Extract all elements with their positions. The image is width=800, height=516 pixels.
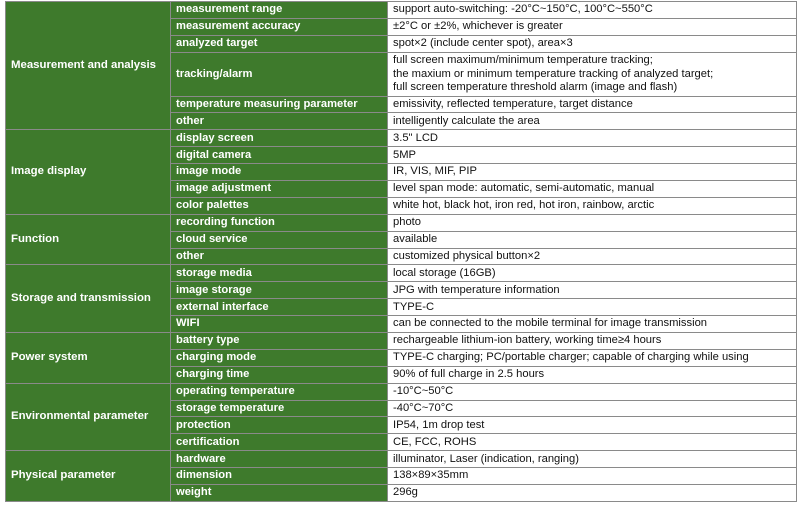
value-line: IP54, 1m drop test: [393, 418, 485, 431]
value-cell: [388, 282, 797, 299]
parameter-cell: hardware: [171, 451, 388, 468]
value-line: TYPE-C charging; PC/portable charger; capable of charging while using: [393, 351, 749, 364]
parameter-cell: color palettes: [171, 197, 388, 214]
value-cell: [388, 231, 797, 248]
value-cell: [388, 485, 797, 502]
value-line: full screen temperature threshold alarm (image and flash): [393, 80, 678, 93]
value-line: 3.5" LCD: [393, 131, 439, 144]
spec-row: [6, 451, 797, 468]
value-line: illuminator, Laser (indication, ranging): [393, 452, 579, 465]
value-line: can be connected to the mobile terminal for image transmission: [393, 317, 708, 330]
parameter-cell: temperature measuring parameter: [171, 96, 388, 113]
parameter-cell: analyzed target: [171, 35, 388, 52]
value-cell: [388, 316, 797, 333]
parameter-cell: cloud service: [171, 231, 388, 248]
value-line: customized physical button×2: [393, 249, 541, 262]
category-cell: Power system: [6, 333, 171, 384]
value-line: 138×89×35mm: [393, 469, 469, 482]
value-line: emissivity, reflected temperature, target distance: [393, 97, 633, 110]
value-line: JPG with temperature information: [393, 283, 560, 296]
spec-row: [6, 130, 797, 147]
parameter-cell: tracking/alarm: [171, 52, 388, 96]
parameter-cell: charging mode: [171, 349, 388, 366]
parameter-cell: recording function: [171, 214, 388, 231]
parameter-cell: storage media: [171, 265, 388, 282]
value-cell: [388, 164, 797, 181]
spec-row: [6, 383, 797, 400]
parameter-cell: charging time: [171, 366, 388, 383]
value-cell: [388, 52, 797, 96]
parameter-cell: protection: [171, 417, 388, 434]
value-cell: [388, 18, 797, 35]
value-cell: [388, 96, 797, 113]
value-line: level span mode: automatic, semi-automatic, manual: [393, 182, 655, 195]
parameter-cell: image mode: [171, 164, 388, 181]
value-line: IR, VIS, MIF, PIP: [393, 165, 477, 178]
value-line: white hot, black hot, iron red, hot iron, rainbow, arctic: [393, 199, 655, 212]
spec-row: [6, 2, 797, 19]
spec-row: [6, 333, 797, 350]
value-line: support auto-switching: -20°C~150°C, 100°C~550°C: [393, 3, 653, 16]
value-line: the maxium or minimum temperature tracking of analyzed target;: [393, 67, 714, 80]
value-cell: [388, 35, 797, 52]
value-cell: [388, 383, 797, 400]
value-cell: [388, 113, 797, 130]
parameter-cell: other: [171, 248, 388, 265]
value-cell: [388, 299, 797, 316]
value-line: TYPE-C: [393, 300, 435, 313]
parameter-cell: weight: [171, 485, 388, 502]
spec-row: [6, 265, 797, 282]
category-cell: Environmental parameter: [6, 383, 171, 451]
value-line: full screen maximum/minimum temperature tracking;: [393, 54, 653, 67]
category-cell: Measurement and analysis: [6, 2, 171, 130]
value-cell: [388, 349, 797, 366]
parameter-cell: measurement range: [171, 2, 388, 19]
parameter-cell: WIFI: [171, 316, 388, 333]
value-line: spot×2 (include center spot), area×3: [393, 37, 573, 50]
value-line: 90% of full charge in 2.5 hours: [393, 368, 545, 381]
parameter-cell: storage temperature: [171, 400, 388, 417]
parameter-cell: certification: [171, 434, 388, 451]
value-cell: [388, 147, 797, 164]
value-cell: [388, 434, 797, 451]
spec-row: [6, 214, 797, 231]
parameter-cell: image adjustment: [171, 181, 388, 198]
value-cell: [388, 248, 797, 265]
parameter-cell: digital camera: [171, 147, 388, 164]
value-line: rechargeable lithium-ion battery, working time≥4 hours: [393, 334, 662, 347]
parameter-cell: battery type: [171, 333, 388, 350]
parameter-cell: display screen: [171, 130, 388, 147]
spec-table-body: [6, 2, 797, 502]
value-line: 5MP: [393, 148, 417, 161]
value-line: 296g: [393, 486, 418, 499]
value-cell: [388, 181, 797, 198]
parameter-cell: dimension: [171, 468, 388, 485]
value-cell: [388, 130, 797, 147]
value-line: CE, FCC, ROHS: [393, 435, 477, 448]
value-cell: [388, 468, 797, 485]
value-cell: [388, 2, 797, 19]
category-cell: Storage and transmission: [6, 265, 171, 333]
value-cell: [388, 333, 797, 350]
value-line: ±2°C or ±2%, whichever is greater: [393, 20, 563, 33]
value-cell: [388, 366, 797, 383]
value-cell: [388, 400, 797, 417]
value-line: local storage (16GB): [393, 266, 496, 279]
value-line: photo: [393, 216, 421, 229]
value-cell: [388, 265, 797, 282]
category-cell: Physical parameter: [6, 451, 171, 502]
parameter-cell: other: [171, 113, 388, 130]
value-line: intelligently calculate the area: [393, 114, 540, 127]
value-cell: [388, 197, 797, 214]
category-cell: Image display: [6, 130, 171, 214]
parameter-cell: image storage: [171, 282, 388, 299]
parameter-cell: operating temperature: [171, 383, 388, 400]
value-line: -40°C~70°C: [393, 401, 454, 414]
value-line: -10°C~50°C: [393, 385, 454, 398]
spec-table: [5, 1, 797, 502]
value-line: available: [393, 233, 438, 246]
category-cell: Function: [6, 214, 171, 265]
value-cell: [388, 417, 797, 434]
value-cell: [388, 451, 797, 468]
parameter-cell: external interface: [171, 299, 388, 316]
parameter-cell: measurement accuracy: [171, 18, 388, 35]
value-cell: [388, 214, 797, 231]
